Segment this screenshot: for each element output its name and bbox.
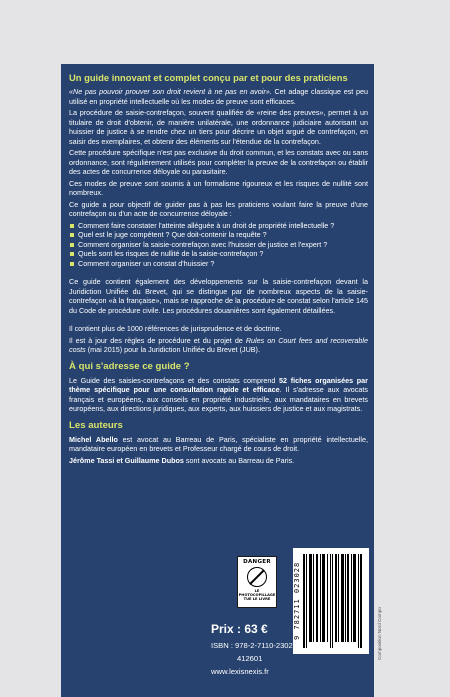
audience-bold: 52 fiches organisées par thème spécifique pour une consultation rapide et efficace (69, 375, 368, 394)
question-item (69, 221, 368, 231)
question-item (69, 249, 368, 259)
bullet-square-icon (70, 224, 74, 228)
paragraph-references: Il contient plus de 1000 références de jurisprudence et de doctrine. (69, 324, 282, 333)
question-text: Comment organiser un constat d'huissier ? (78, 258, 215, 268)
barcode-icon (303, 554, 363, 648)
intro-quote: «Ne pas pouvoir prouver son droit revient à ne pas en avoir». (69, 87, 272, 96)
question-text: Quel est le juge compétent ? Que doit-contenir la requête ? (78, 230, 267, 239)
question-item (69, 259, 368, 269)
question-item (69, 230, 368, 240)
bullet-square-icon (70, 233, 74, 237)
audience-after: . Il s'adresse aux avocats français et européens, aux conseils en propriété industrielle, aux mandataires en brevets européens, aux directions juridiques, aux experts, aux huissiers de justice et aux magistrats. (69, 385, 368, 413)
paragraph-jub: Ce guide contient également des développements sur la saisie-contrefaçon devant la Juridiction Unifiée du Brevet, qui se distingue par de nombreux aspects de la saisie-contrefaçon «à la française», mais se rapproche de la procédure de constat selon l'article 145 du Code de procédure civile. Les procédures douanières sont également détaillées. (69, 277, 368, 315)
price: Prix : 63 € (211, 622, 268, 636)
intro-paragraph (69, 87, 368, 106)
isbn: ISBN : 978-2-7110-2302-8 (211, 641, 300, 650)
author-1-name: Michel Abello (69, 434, 118, 444)
audience-before: Le Guide des saisies-contrefaçons et des constats comprend (69, 375, 280, 385)
question-text: Comment faire constater l'atteinte alléguée à un droit de propriété intellectuelle ? (78, 220, 335, 230)
audience-title: À qui s'adresse ce guide ? (69, 360, 190, 372)
cover-text (69, 72, 368, 467)
author-2-text: sont avocats au Barreau de Paris. (183, 455, 295, 465)
author-2 (69, 456, 368, 466)
product-code: 412601 (237, 654, 263, 663)
paragraph-objectif: Ce guide a pour objectif de guider pas à pas les praticiens voulant faire la preuve d'une contrefaçon ou d'un acte de concurrence déloyale : (69, 199, 368, 218)
headline: Un guide innovant et complet conçu par et pour des praticiens (69, 72, 348, 83)
bullet-square-icon (70, 243, 74, 247)
barcode-digits: 9 782711 023028 (293, 561, 301, 641)
author-1 (69, 435, 368, 454)
danger-photocopillage-logo (237, 556, 277, 608)
question-item (69, 240, 368, 250)
bullet-square-icon (70, 262, 74, 266)
barcode (293, 548, 369, 654)
paragraph-procedure: La procédure de saisie-contrefaçon, souvent qualifiée de «reine des preuves», permet à un titulaire de droit d'obtenir, de manière unilatérale, une ordonnance judiciaire autorisant un huissier de justice à se rendre chez un tiers pour décrire un objet argué de contrefaçon, en saisir des exemplaires, et obtenir des éléments sur l'étendue de la contrefaçon. (69, 108, 368, 146)
publisher-url: www.lexisnexis.fr (211, 667, 269, 676)
update-italic: Rules on Court fees and recoverable costs (69, 335, 368, 354)
question-text: Comment organiser la saisie-contrefaçon avec l'huissier de justice et l'expert ? (78, 239, 328, 249)
author-1-text: est avocat au Barreau de Paris, spécialiste en propriété intellectuelle, mandataire européen en brevets et Professeur chargé de cours de droit. (69, 434, 368, 453)
no-photocopy-icon (247, 567, 267, 587)
audience-paragraph (69, 376, 368, 414)
paragraph-formalisme: Ces modes de preuve sont soumis à un formalisme rigoureux et les risques de nullité sont nombreux. (69, 178, 368, 197)
back-cover (61, 64, 374, 697)
paragraph-constats: Cette procédure spécifique n'est pas exclusive du droit commun, et les constats avec ou sans ordonnance, sont régulièrement utilisés pour compléter la preuve de la contrefaçon ou établir des actes de concurrence déloyale ou parasitaire. (69, 148, 368, 176)
author-2-name: Jérôme Tassi et Guillaume Dubos (69, 455, 184, 465)
composition-credit: Composition Nord Compo (377, 607, 382, 660)
intro-rest: Cet adage classique est peu utilisé en propriété intellectuelle où les modes de preuve sont efficaces. (69, 87, 369, 106)
question-text: Quels sont les risques de nullité de la saisie-contrefaçon ? (78, 249, 264, 258)
question-list (69, 221, 368, 269)
authors-title: Les auteurs (69, 419, 123, 431)
bullet-square-icon (70, 252, 74, 256)
danger-title: DANGER (243, 559, 271, 565)
danger-subtitle: LE PHOTOCOPILLAGE TUE LE LIVRE (238, 589, 276, 601)
paragraph-update (69, 336, 368, 355)
update-before: Il est à jour des règles de procédure et du projet de (69, 335, 246, 345)
update-after: (mai 2015) pour la Juridiction Unifiée du Brevet (JUB). (85, 345, 260, 354)
